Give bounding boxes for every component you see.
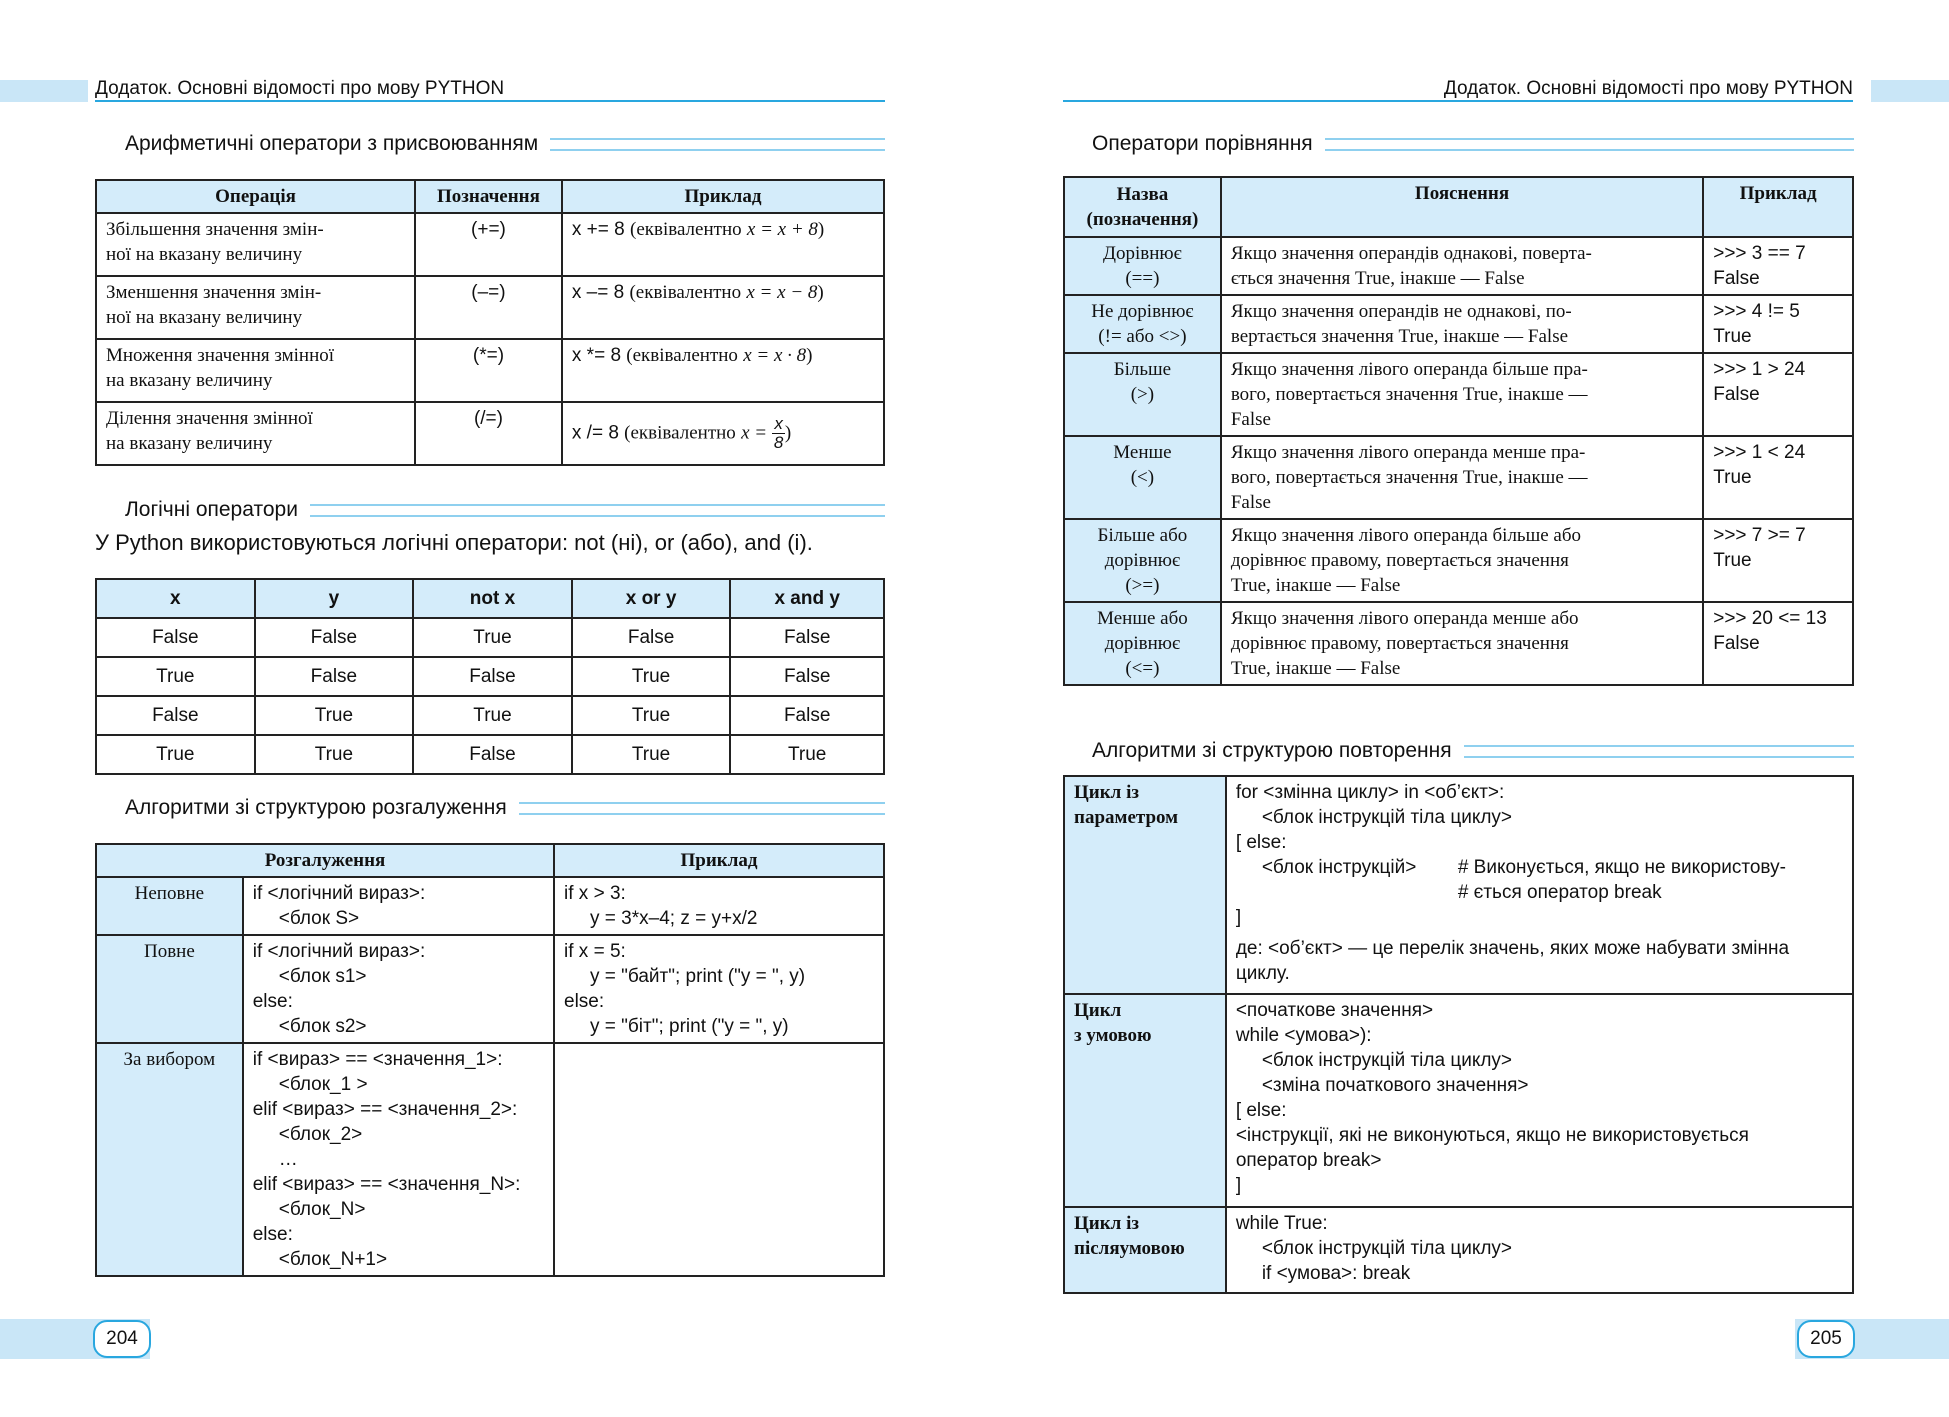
col-header: x [96, 579, 255, 618]
cell-line: elif <вираз> == <значення_N>: [252, 1174, 521, 1195]
table-row [1064, 519, 1853, 602]
row-label [1064, 436, 1221, 519]
table-row: False False True False False [96, 618, 884, 657]
loop-code [1226, 776, 1853, 994]
cell-line: False [1713, 384, 1760, 405]
loops-table [1063, 775, 1854, 1294]
code-line: ] [1235, 907, 1242, 928]
code-line: <блок інструкцій> # Виконується, якщо не використову- [1261, 857, 1786, 878]
cell-line: Зменшення значення змін- [106, 282, 322, 303]
cell-line: else: [252, 991, 293, 1012]
col-header: Назва [1116, 184, 1169, 205]
col-header: Розгалуження [96, 844, 554, 877]
cell-line: True, інакше — False [1230, 658, 1401, 679]
table-row [1064, 436, 1853, 519]
cell-line: <блок_2> [278, 1124, 363, 1145]
cell-line: (<) [1130, 467, 1155, 488]
cell-line: Ділення значення змінної [106, 408, 313, 429]
code-line: for <змінна циклу> in <об’єкт>: [1235, 782, 1505, 803]
running-header-left: Додаток. Основні відомості про мову PYTHON [95, 78, 505, 99]
row-label [1064, 237, 1221, 295]
cell-line: True [1713, 326, 1752, 347]
cell-line: >>> 1 < 24 [1713, 442, 1806, 463]
cell-line: Збільшення значення змін- [106, 219, 324, 240]
cell-line: else: [564, 991, 605, 1012]
page-number-left: 204 [93, 1320, 151, 1358]
code-block [243, 1043, 554, 1276]
table-row: Ділення значення змінної на вказану величину (/=) x /= 8 (еквівалентно x = $\frac{x}{8}$ ) [96, 402, 884, 465]
cell-line: вого, повертається значення True, інакше — [1230, 467, 1588, 488]
cell-line: ної на вказану величину [106, 244, 303, 265]
row-label [1064, 295, 1221, 353]
row-label [1064, 776, 1226, 994]
cell-line: Цикл із [1074, 782, 1139, 803]
cell-line: if <логічний вираз>: [252, 883, 426, 904]
cell-line: <блок S> [278, 908, 360, 929]
cell-line: ється значення True, інакше — False [1230, 268, 1525, 289]
cell-line: (>=) [1125, 575, 1160, 596]
example [1703, 519, 1853, 602]
code-comment: # Виконується, якщо не використову- [1457, 857, 1786, 878]
cell-line: <блок s2> [278, 1016, 367, 1037]
row-label [1064, 353, 1221, 436]
cell-line: дорівнює правому, повертається значення [1230, 633, 1569, 654]
cell-line: післяумовою [1074, 1238, 1185, 1259]
table-row [1064, 776, 1853, 994]
col-header: (позначення) [1086, 209, 1199, 230]
explanation [1221, 353, 1703, 436]
cell-line: Якщо значення операндів не однакові, по- [1230, 301, 1572, 322]
operator-symbol: (/=) [415, 402, 562, 465]
cell-line: Більше [1113, 359, 1172, 380]
cell-line: True [1713, 550, 1752, 571]
col-header: not x [413, 579, 572, 618]
example [1703, 353, 1853, 436]
cell-line: ної на вказану величину [106, 307, 303, 328]
row-label [1064, 994, 1226, 1207]
table-row [96, 877, 884, 935]
cell-line: False [1230, 492, 1271, 513]
table-row [1064, 1207, 1853, 1293]
cell-line: True [1713, 467, 1752, 488]
cell-line: y = "біт"; print ("y = ", y) [590, 1016, 789, 1037]
cell-line: >>> 3 == 7 [1713, 243, 1806, 264]
cell-line: False [1230, 409, 1271, 430]
cell-line: з умовою [1074, 1025, 1152, 1046]
loop-code [1226, 1207, 1853, 1293]
table-row: Зменшення значення змін- ної на вказану величину (–=) x –= 8 (еквівалентно x = x − 8) [96, 276, 884, 339]
cell-line: параметром [1074, 807, 1179, 828]
table-row [96, 1043, 884, 1276]
cell-line: if <логічний вираз>: [252, 941, 426, 962]
cell-line: дорівнює правому, повертається значення [1230, 550, 1569, 571]
example [1703, 436, 1853, 519]
table-row [1064, 353, 1853, 436]
cell-line: (!= або <>) [1098, 326, 1187, 347]
row-label [1064, 519, 1221, 602]
example [1703, 237, 1853, 295]
code-line: <блок інструкцій тіла циклу> [1261, 1238, 1513, 1259]
cell-line: >>> 4 != 5 [1713, 301, 1800, 322]
code-line: if <умова>: break [1261, 1263, 1411, 1284]
compare-table [1063, 176, 1854, 686]
code-line: while <умова>): [1235, 1025, 1372, 1046]
cell-line: дорівнює [1104, 550, 1181, 571]
col-header: x or y [572, 579, 731, 618]
explanation [1221, 295, 1703, 353]
cell-line: >>> 7 >= 7 [1713, 525, 1806, 546]
cell-line: False [1713, 633, 1760, 654]
code-line: <початкове значення> [1235, 1000, 1434, 1021]
arith-table [95, 179, 885, 466]
cell-line: Якщо значення лівого операнда більше пра- [1230, 359, 1588, 380]
code-line: <блок інструкцій тіла циклу> [1261, 807, 1513, 828]
code-line: ] [1235, 1175, 1242, 1196]
table-row [1064, 994, 1853, 1207]
section-title-branch: Алгоритми зі структурою розгалуження [125, 796, 885, 820]
cell-line: Менше або [1097, 608, 1188, 629]
cell-line: Менше [1113, 442, 1172, 463]
explanation [1221, 436, 1703, 519]
cell-line: if x = 5: [564, 941, 626, 962]
cell-line: Більше або [1097, 525, 1188, 546]
cell-line: вого, повертається значення True, інакше — [1230, 384, 1588, 405]
cell-line: дорівнює [1104, 633, 1181, 654]
row-label [1064, 1207, 1226, 1293]
explanation [1221, 237, 1703, 295]
section-title-logic: Логічні оператори [125, 498, 885, 522]
cell-line: Множення значення змінної [106, 345, 335, 366]
cell-line: на вказану величину [106, 433, 273, 454]
code-line: # ється оператор break [1457, 882, 1662, 903]
cell-line: else: [252, 1224, 293, 1245]
cell-line: >>> 1 > 24 [1713, 359, 1806, 380]
loop-code [1226, 994, 1853, 1207]
code-line: <інструкції, які не виконуються, якщо не використовується [1235, 1125, 1749, 1146]
cell-line: вертається значення True, інакше — False [1230, 326, 1569, 347]
cell-line: y = 3*x–4; z = y+x/2 [590, 908, 758, 929]
header-rule-left [95, 100, 885, 102]
header-rule-right [1063, 100, 1853, 102]
table-row: False True True True False [96, 696, 884, 735]
page-number-right: 205 [1797, 1320, 1855, 1358]
table-row: True False False True False [96, 657, 884, 696]
code-block [243, 935, 554, 1043]
code-line: [ else: [1235, 832, 1287, 853]
col-header: Приклад [1703, 177, 1853, 237]
col-header: y [255, 579, 414, 618]
col-header: Позначення [415, 180, 562, 213]
cell-line: Дорівнює [1103, 243, 1182, 264]
example [1703, 602, 1853, 685]
col-header: x and y [730, 579, 884, 618]
table-row [1064, 295, 1853, 353]
col-header: Приклад [554, 844, 884, 877]
cell-line: Якщо значення лівого операнда більше або [1230, 525, 1582, 546]
top-band-left [0, 80, 88, 102]
cell-line: Цикл із [1074, 1213, 1139, 1234]
cell-line: <блок_1 > [278, 1074, 368, 1095]
code-block [554, 877, 884, 935]
row-label: Повне [96, 935, 243, 1043]
cell-line: на вказану величину [106, 370, 273, 391]
cell-line: y = "байт"; print ("y = ", y) [590, 966, 806, 987]
code-block [554, 935, 884, 1043]
cell-line: Якщо значення лівого операнда менше або [1230, 608, 1579, 629]
operator-symbol: (+=) [415, 213, 562, 276]
table-row [96, 935, 884, 1043]
logic-intro: У Python використовуються логічні оператори: not (ні), or (або), and (і). [95, 530, 813, 555]
cell-line: (==) [1125, 268, 1160, 289]
operator-symbol: (*=) [415, 339, 562, 402]
explanation [1221, 519, 1703, 602]
cell-line: Якщо значення операндів однакові, поверта- [1230, 243, 1592, 264]
code-line: <блок інструкцій тіла циклу> [1261, 1050, 1513, 1071]
table-row: Збільшення значення змін- ної на вказану величину (+=) x += 8 (еквівалентно x = x + 8) [96, 213, 884, 276]
branch-table [95, 843, 885, 1277]
code-line: while True: [1235, 1213, 1328, 1234]
code-line: оператор break> [1235, 1150, 1382, 1171]
loop-note: де: <об’єкт> — це перелік значень, яких може набувати змінна циклу. [1235, 938, 1790, 984]
operator-symbol: (–=) [415, 276, 562, 339]
code-block [243, 877, 554, 935]
cell-line: <блок_N+1> [278, 1249, 388, 1270]
col-header: Операція [96, 180, 415, 213]
cell-line: if x > 3: [564, 883, 626, 904]
cell-line: >>> 20 <= 13 [1713, 608, 1827, 629]
cell-line: <блок_N> [278, 1199, 366, 1220]
row-label: За вибором [96, 1043, 243, 1276]
cell-line: (>) [1130, 384, 1155, 405]
cell-line: elif <вираз> == <значення_2>: [252, 1099, 518, 1120]
cell-line: if <вираз> == <значення_1>: [252, 1049, 503, 1070]
explanation [1221, 602, 1703, 685]
cell-line: … [278, 1149, 298, 1170]
cell-line: Цикл [1074, 1000, 1122, 1021]
code-block [554, 1043, 884, 1276]
section-title-loops: Алгоритми зі структурою повторення [1092, 739, 1854, 763]
table-row [1064, 602, 1853, 685]
cell-line: False [1713, 268, 1760, 289]
row-label [1064, 602, 1221, 685]
cell-line: <блок s1> [278, 966, 367, 987]
row-label: Неповне [96, 877, 243, 935]
code-line: <зміна початкового значення> [1261, 1075, 1529, 1096]
cell-line: True, інакше — False [1230, 575, 1401, 596]
col-header: Приклад [562, 180, 884, 213]
section-title-compare: Оператори порівняння [1092, 132, 1854, 156]
top-band-right [1871, 80, 1949, 102]
fraction: $\frac{x}{8}$ [773, 414, 784, 452]
table-row: Множення значення змінної на вказану величину (*=) x *= 8 (еквівалентно x = x · 8) [96, 339, 884, 402]
code-line: [ else: [1235, 1100, 1287, 1121]
table-row: True True False True True [96, 735, 884, 774]
table-row [1064, 237, 1853, 295]
cell-line: Якщо значення лівого операнда менше пра- [1230, 442, 1586, 463]
cell-line: Не дорівнює [1091, 301, 1194, 322]
section-title-arith: Арифметичні оператори з присвоюванням [125, 132, 885, 156]
example [1703, 295, 1853, 353]
col-header: Пояснення [1221, 177, 1703, 237]
running-header-right: Додаток. Основні відомості про мову PYTHON [1443, 78, 1853, 99]
cell-line: (<=) [1125, 658, 1160, 679]
logic-table [95, 578, 885, 775]
